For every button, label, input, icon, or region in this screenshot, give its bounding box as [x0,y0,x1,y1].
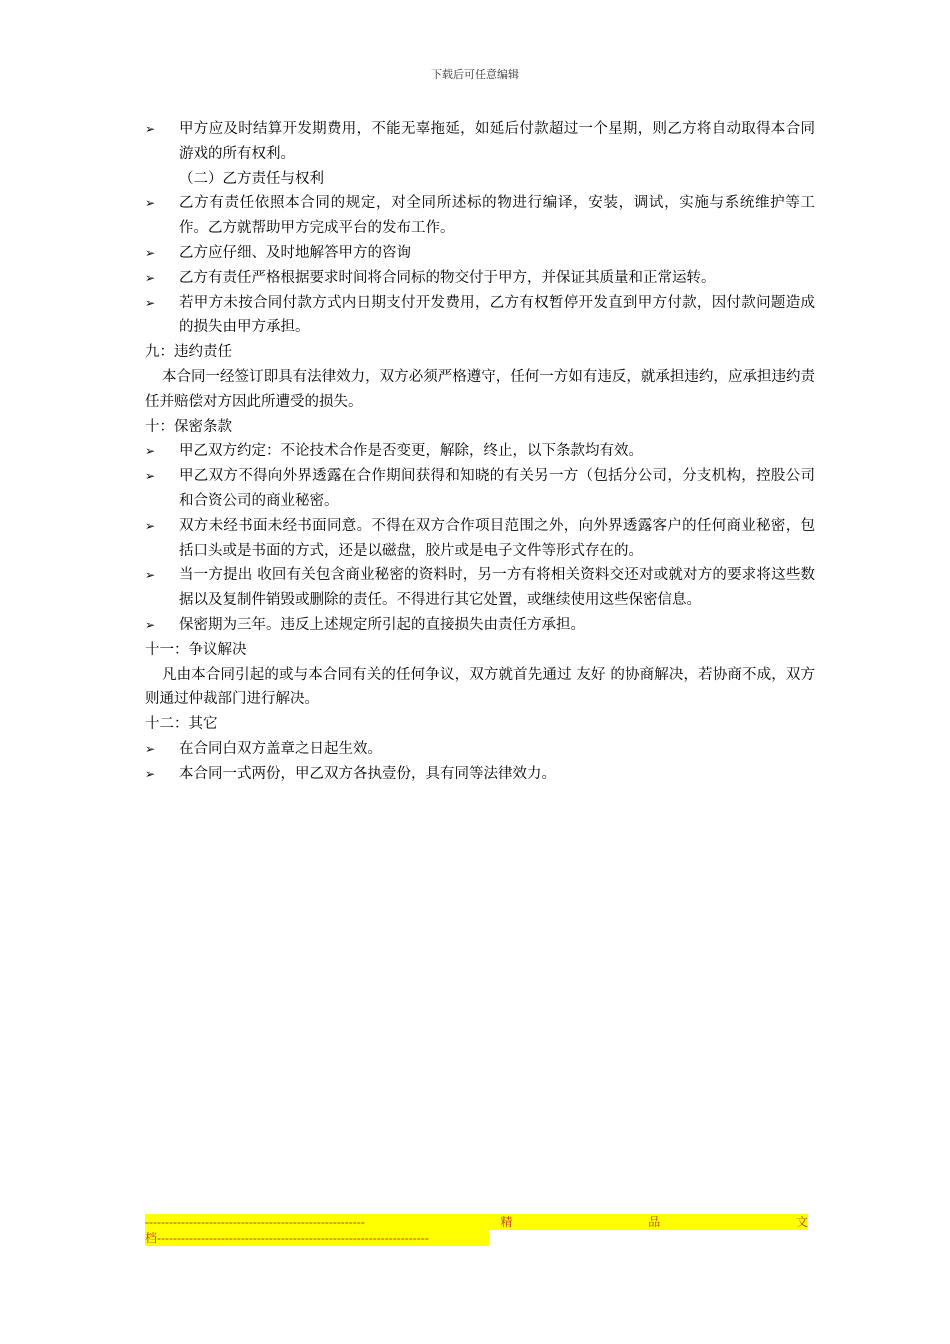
footer-char: 品 [648,1215,661,1229]
list-item [145,737,815,762]
list-item [145,291,815,341]
footer-dashes: ------------------------------------------------------- [145,1215,365,1229]
bullet-arrow-icon: ➢ [145,245,156,260]
paragraph: 本合同一经签订即具有法律效力，双方必须严格遵守，任何一方如有违反，就承担违约，应承担违约责任并赔偿对方因此所遭受的损失。 [145,368,815,410]
footer-line-2: 档-------------------------------------------------------------------- [145,1230,489,1246]
list-item-text: 在合同白双方盖章之日起生效。 [179,740,382,757]
bullet-arrow-icon: ➢ [145,568,156,583]
list-item-text: 若甲方未按合同付款方式内日期支付开发费用，乙方有权暂停开发直到甲方付款，因付款问题造成的损失由甲方承担。 [179,294,815,336]
list-item-text: 当一方提出 收回有关包含商业秘密的资料时，另一方有将相关资料交还对或就对方的要求将这些数据以及复制件销毁或删除的责任。不得进行其它处置，或继续使用这些保密信息。 [179,567,815,609]
list-item [145,563,815,613]
bullet-arrow-icon: ➢ [145,766,156,781]
list-item-text: 本合同一式两份，甲乙双方各执壹份，具有同等法律效力。 [179,765,556,782]
document-body [145,117,815,787]
list-item [145,514,815,564]
paragraph: 凡由本合同引起的或与本合同有关的任何争议，双方就首先通过 友好 的协商解决，若协商不成，双方则通过仲裁部门进行解决。 [145,666,815,708]
bullet-arrow-icon: ➢ [145,469,156,484]
bullet-arrow-icon: ➢ [145,741,156,756]
list-item-text: 甲乙双方约定：不论技术合作是否变更，解除，终止，以下条款均有效。 [179,443,643,460]
list-item-text: 乙方有责任依照本合同的规定，对全同所述标的物进行编译，安装，调试，实施与系统维护等工作。乙方就帮助甲方完成平台的发布工作。 [179,195,815,237]
list-item [145,439,815,464]
bullet-arrow-icon: ➢ [145,617,156,632]
list-item [145,117,815,167]
list-item-text: 甲方应及时结算开发期费用，不能无辜拖延，如延后付款超过一个星期，则乙方将自动取得本合同游戏的所有权利。 [179,121,815,162]
list-item [145,613,815,638]
bullet-arrow-icon: ➢ [145,122,156,136]
bullet-arrow-icon: ➢ [145,444,156,459]
list-item-text: 乙方有责任严格根据要求时间将合同标的物交付于甲方，并保证其质量和正常运转。 [179,269,716,286]
list-item [145,464,815,514]
bullet-arrow-icon: ➢ [145,270,156,285]
section-heading: 十：保密条款 [145,418,232,435]
section-heading: 十一：争议解决 [145,641,247,658]
page-header: 下载后可任意编辑 [431,68,519,81]
bullet-arrow-icon: ➢ [145,196,156,211]
list-item-text: 保密期为三年。违反上述规定所引起的直接损失由责任方承担。 [179,616,585,633]
list-item-text: 双方未经书面未经书面同意。不得在双方合作项目范围之外，向外界透露客户的任何商业秘密，包括口头或是书面的方式，还是以磁盘，胶片或是电子文件等形式存在的。 [179,517,815,559]
page-footer [145,1214,808,1250]
list-item [145,266,815,291]
list-item-text: 甲乙双方不得向外界透露在合作期间获得和知晓的有关另一方（包括分公司，分支机构，控股公司和合资公司的商业秘密。 [179,468,815,509]
section-heading: 十二：其它 [145,716,218,733]
list-item [145,241,815,266]
bullet-arrow-icon: ➢ [145,518,156,533]
footer-char: 文 [795,1215,808,1229]
list-item-text: 乙方应仔细、及时地解答甲方的咨询 [179,244,411,261]
bullet-arrow-icon: ➢ [145,295,156,310]
list-item [145,191,815,241]
section-heading: 九：违约责任 [145,344,232,361]
subsection-heading: （二）乙方责任与权利 [179,170,324,187]
list-item [145,762,815,787]
footer-char: 精 [500,1215,513,1229]
footer-line-1 [145,1214,808,1230]
